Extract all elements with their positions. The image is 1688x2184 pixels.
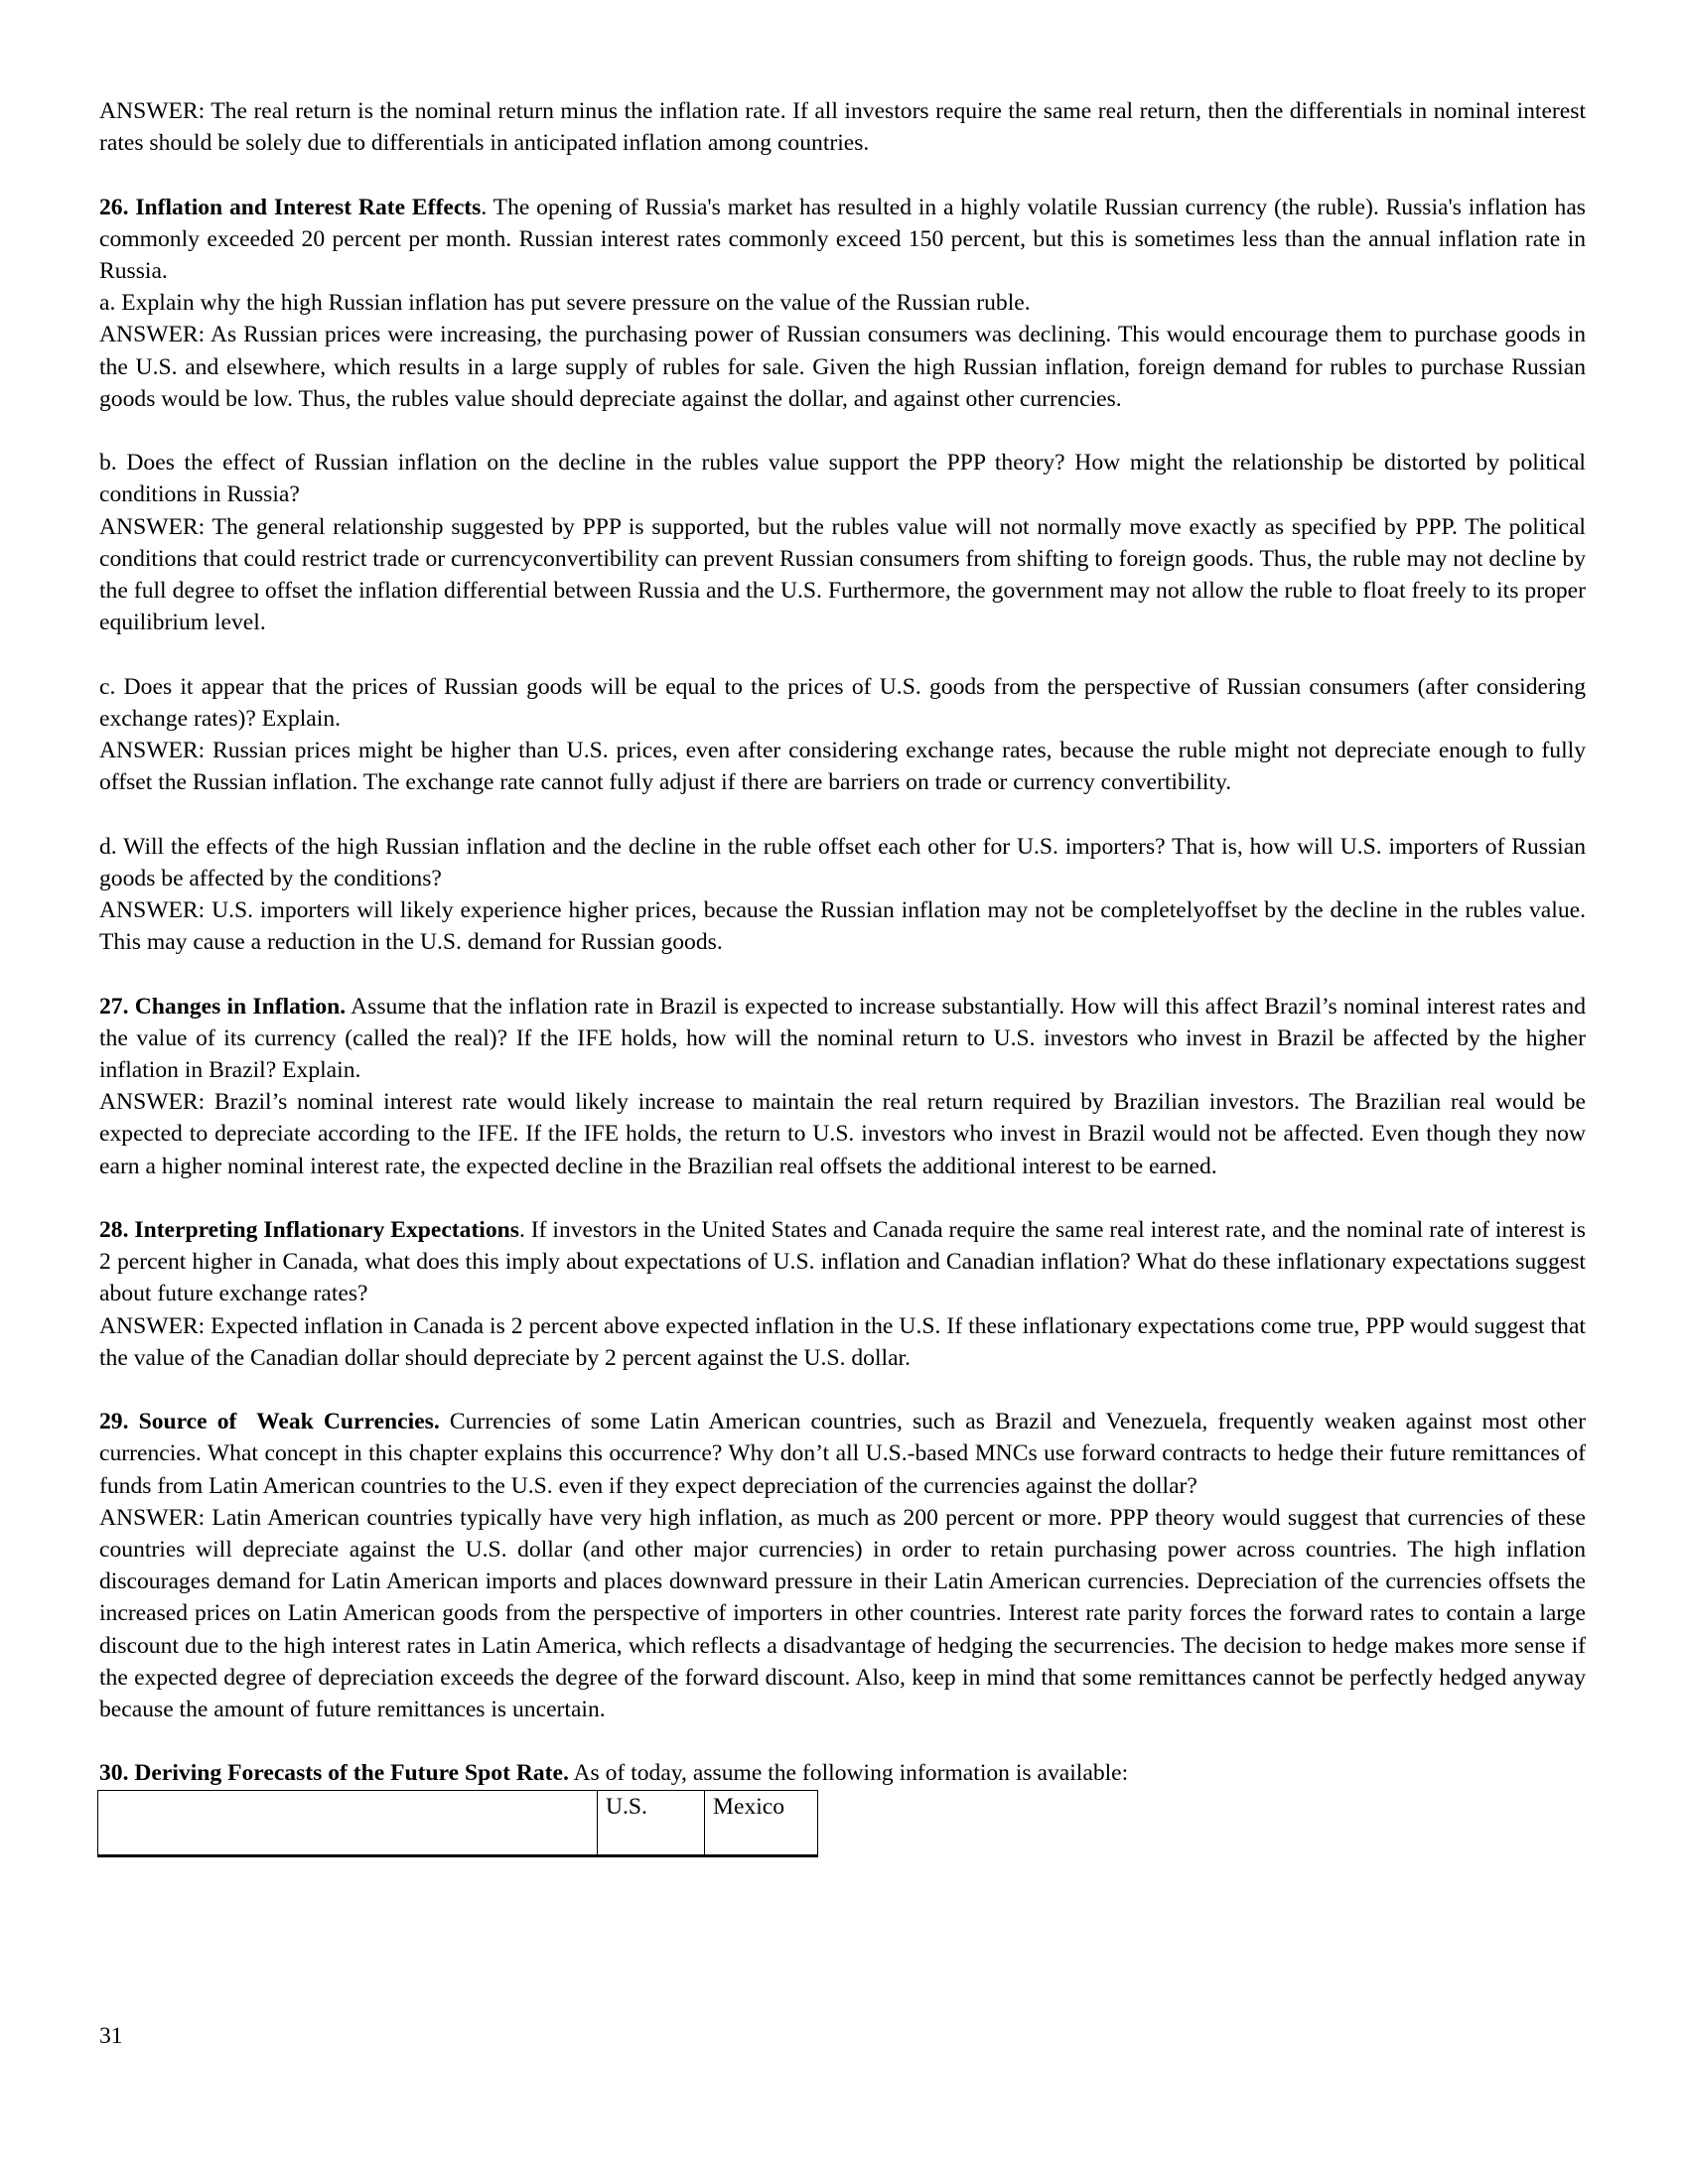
question-26-title: 26. Inflation and Interest Rate Effects bbox=[99, 194, 482, 220]
question-26-text: . The opening of Russia's market has resulted in a highly volatile Russian currency (the ruble). Russia's inflation has commonly exceeded 20 percent per month. Russian interest rates commonly exceed 150 percent, but this is sometimes less than the annual inflation rate in Russia. bbox=[99, 194, 1586, 284]
spacer bbox=[99, 159, 1586, 191]
answer-29: ANSWER: Latin American countries typically have very high inflation, as much as 200 percent or more. PPP theory would suggest that currencies of these countries will depreciate against the U.S. dollar (and other major currencies) in order to retain purchasing power across countries. The high inflation discourages demand for Latin American imports and places downward pressure in their Latin American currencies. Depreciation of the currencies offsets the increased prices on Latin American goods from the perspective of importers in other countries. Interest rate parity forces the forward rates to contain a large discount due to the high interest rates in Latin America, which reflects a disadvantage of hedging the securrencies. The decision to hedge makes more sense if the expected degree of depreciation exceeds the degree of the forward discount. Also, keep in mind that some remittances cannot be perfectly hedged anyway because the amount of future remittances is uncertain. bbox=[99, 1504, 1586, 1723]
spacer bbox=[99, 1374, 1586, 1406]
question-30-title: 30. Deriving Forecasts of the Future Spot Rate. bbox=[99, 1760, 569, 1787]
page-number: 31 bbox=[99, 2023, 123, 2049]
question-26a: a. Explain why the high Russian inflation has put severe pressure on the value of the Russian ruble. bbox=[99, 290, 1031, 317]
answer-26c: ANSWER: Russian prices might be higher than U.S. prices, even after considering exchange rates, because the ruble might not depreciate enough to fully offset the Russian inflation. The exchange rate cannot fully adjust if there are barriers on trade or currency convertibility. bbox=[99, 738, 1586, 796]
question-29-prompt bbox=[99, 1406, 1586, 1502]
answer-26d: ANSWER: U.S. importers will likely experience higher prices, because the Russian inflation may not be completelyoffset by the decline in the rubles value. This may cause a reduction in the U.S. demand for Russian goods. bbox=[99, 897, 1586, 956]
question-26d: d. Will the effects of the high Russian inflation and the decline in the ruble offset each other for U.S. importers? That is, how will U.S. importers of Russian goods be affected by the conditions? bbox=[99, 833, 1586, 891]
spacer bbox=[99, 415, 1586, 447]
spacer bbox=[99, 798, 1586, 830]
question-29-text: Currencies of some Latin American countries, such as Brazil and Venezuela, frequently weaken against most other currencies. What concept in this chapter explains this occurrence? Why don’t all U.S.-based MNCs use forward contracts to hedge their future remittances of funds from Latin American countries to the U.S. even if they expect depreciation of the currencies against the dollar? bbox=[99, 1409, 1586, 1499]
answer-27: ANSWER: Brazil’s nominal interest rate would likely increase to maintain the real return required by Brazilian investors. The Brazilian real would be expected to depreciate according to the IFE. If the IFE holds, the return to U.S. investors who invest in Brazil would not be affected. Even though they now earn a higher nominal interest rate, the expected decline in the Brazilian real offsets the additional interest to be earned. bbox=[99, 1089, 1586, 1179]
document-page bbox=[99, 95, 1586, 1857]
spacer bbox=[99, 1182, 1586, 1214]
spacer bbox=[99, 958, 1586, 990]
answer-26a: ANSWER: As Russian prices were increasing, the purchasing power of Russian consumers was declining. This would encourage them to purchase goods in the U.S. and elsewhere, which results in a large supply of rubles for sale. Given the high Russian inflation, foreign demand for rubles to purchase Russian goods would be low. Thus, the rubles value should depreciate against the dollar, and against other currencies. bbox=[99, 322, 1586, 412]
question-28-title: 28. Interpreting Inflationary Expectations bbox=[99, 1217, 519, 1244]
question-30-prompt bbox=[99, 1757, 1586, 1789]
question-27-text: Assume that the inflation rate in Brazil is expected to increase substantially. How will this affect Brazil’s nominal interest rates and the value of its currency (called the real)? If the IFE holds, how will the nominal return to U.S. investors who invest in Brazil be affected by the higher inflation in Brazil? Explain. bbox=[99, 993, 1586, 1084]
answer-26b: ANSWER: The general relationship suggested by PPP is supported, but the rubles value will not normally move exactly as specified by PPP. The political conditions that could restrict trade or currencyconvertibility can prevent Russian consumers from shifting to foreign goods. Thus, the ruble may not decline by the full degree to offset the inflation differential between Russia and the U.S. Furthermore, the government may not allow the ruble to float freely to its proper equilibrium level. bbox=[99, 513, 1586, 636]
question-28-text: . If investors in the United States and Canada require the same real interest rate, and the nominal rate of interest is 2 percent higher in Canada, what does this imply about expectations of U.S. inflation and Canadian inflation? What do these inflationary expectations suggest about future exchange rates? bbox=[99, 1217, 1586, 1307]
question-26-prompt bbox=[99, 192, 1586, 288]
question-27-title: 27. Changes in Inflation. bbox=[99, 993, 347, 1020]
table-header-cell-us: U.S. bbox=[598, 1790, 705, 1855]
info-table bbox=[97, 1790, 818, 1857]
question-29-title: 29. Source of Weak Currencies. bbox=[99, 1409, 440, 1435]
spacer bbox=[99, 1725, 1586, 1757]
question-26c: c. Does it appear that the prices of Russian goods will be equal to the prices of U.S. goods from the perspective of Russian consumers (after considering exchange rates)? Explain. bbox=[99, 673, 1586, 732]
table-header-cell-label bbox=[98, 1790, 598, 1855]
table-header-row bbox=[98, 1790, 818, 1855]
question-26b: b. Does the effect of Russian inflation on the decline in the rubles value support the PPP theory? How might the relationship be distorted by political conditions in Russia? bbox=[99, 450, 1586, 508]
question-28-prompt bbox=[99, 1214, 1586, 1310]
info-table-wrapper bbox=[97, 1790, 1586, 1857]
answer-28: ANSWER: Expected inflation in Canada is 2 percent above expected inflation in the U.S. If these inflationary expectations come true, PPP would suggest that the value of the Canadian dollar should depreciate by 2 percent against the U.S. dollar. bbox=[99, 1312, 1586, 1371]
question-27-prompt bbox=[99, 991, 1586, 1087]
intro-answer: ANSWER: The real return is the nominal return minus the inflation rate. If all investors require the same real return, then the differentials in nominal interest rates should be solely due to differentials in anticipated inflation among countries. bbox=[99, 98, 1586, 157]
spacer bbox=[99, 638, 1586, 670]
table-header-cell-mexico: Mexico bbox=[705, 1790, 818, 1855]
question-30-text: As of today, assume the following information is available: bbox=[568, 1760, 1129, 1787]
